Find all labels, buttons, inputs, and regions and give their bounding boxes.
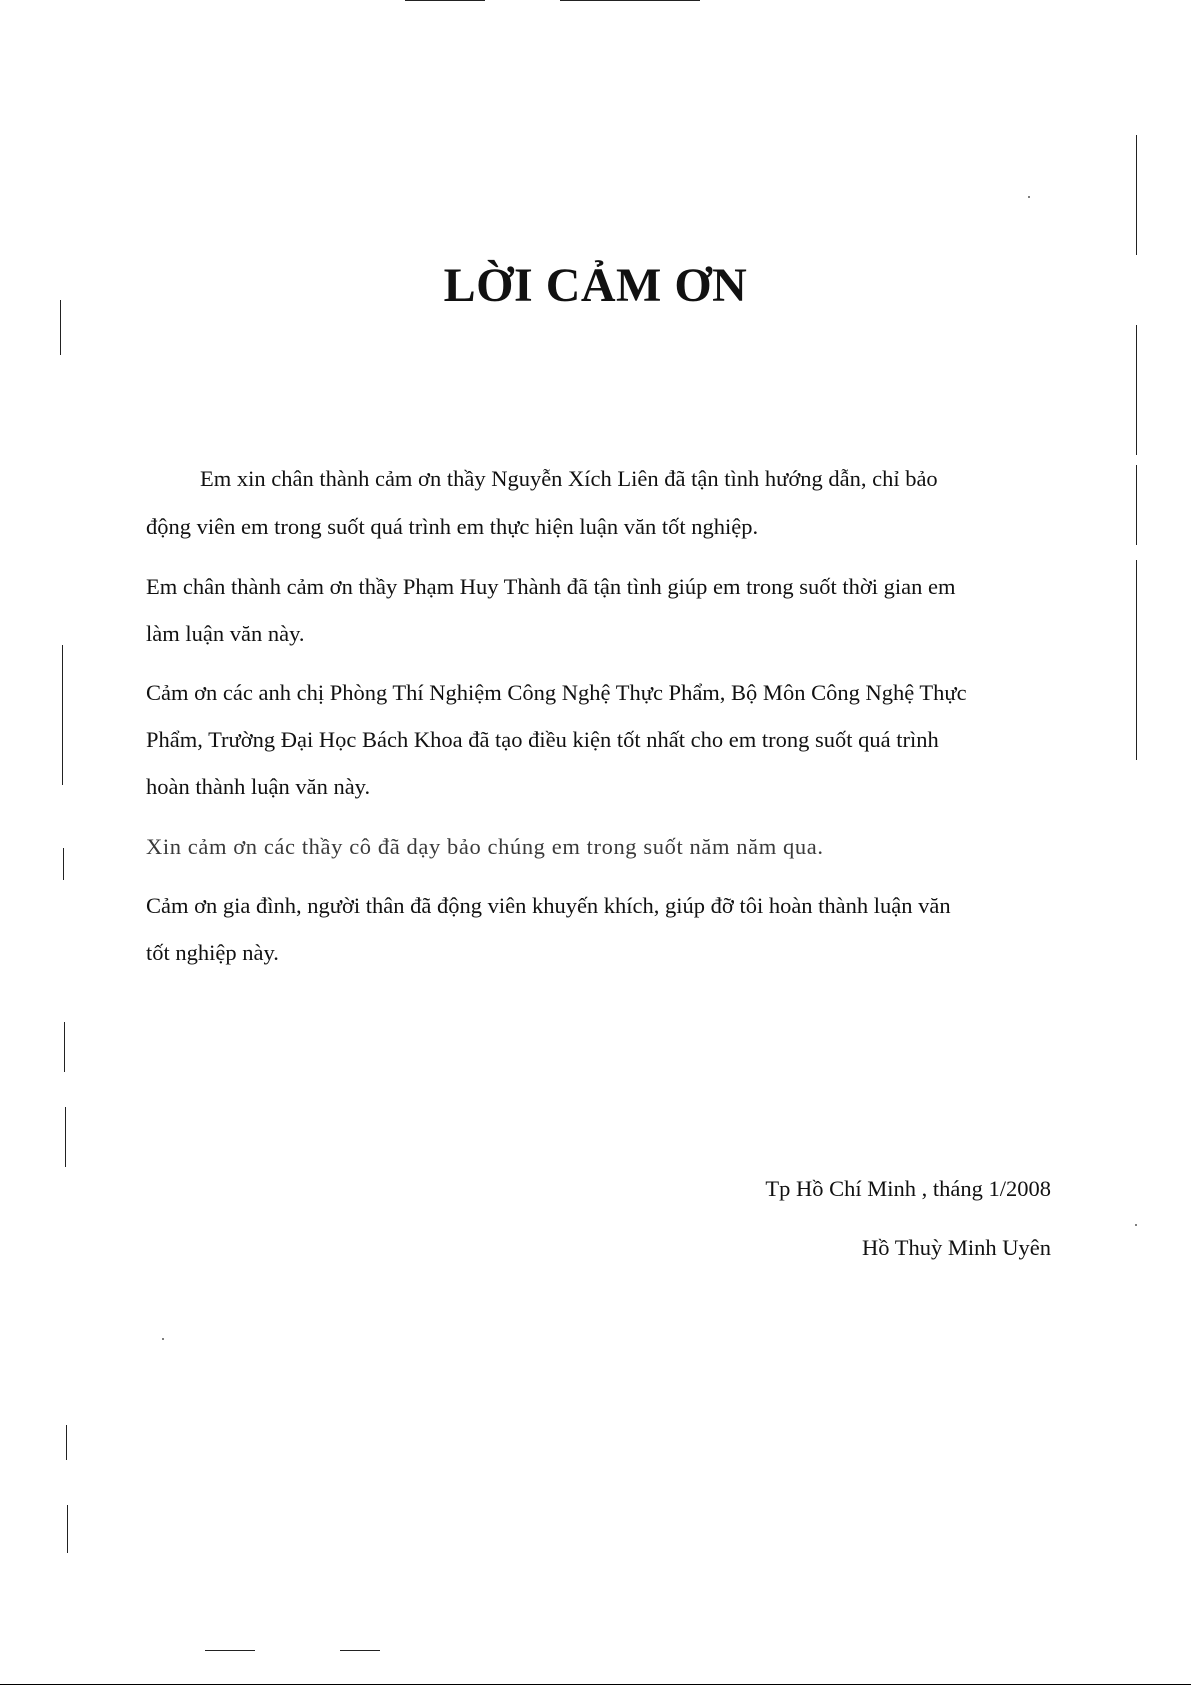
paragraph-line: Em chân thành cảm ơn thầy Phạm Huy Thành đã tận tình giúp em trong suốt thời gian em xyxy=(146,574,956,599)
paragraph-line: Xin cảm ơn các thầy cô đã dạy bảo chúng em trong suốt năm năm qua. xyxy=(146,834,824,859)
scan-speck xyxy=(1028,196,1030,198)
signature-author: Hồ Thuỳ Minh Uyên xyxy=(862,1235,1051,1260)
scan-mark xyxy=(405,0,485,1)
paragraph-line: tốt nghiệp này. xyxy=(146,940,279,965)
scan-speck xyxy=(162,1338,164,1340)
scan-mark xyxy=(1136,465,1137,545)
scan-mark xyxy=(66,1425,67,1460)
scan-mark xyxy=(67,1505,68,1553)
scan-mark xyxy=(1136,135,1137,255)
scan-mark xyxy=(63,848,64,880)
paragraph-line: Cảm ơn gia đình, người thân đã động viên khuyến khích, giúp đỡ tôi hoàn thành luận văn xyxy=(146,893,951,918)
scan-speck xyxy=(1135,1224,1137,1226)
scan-mark xyxy=(340,1650,380,1651)
paragraph-line: làm luận văn này. xyxy=(146,621,305,646)
scan-mark xyxy=(62,645,63,785)
signature-place-date: Tp Hồ Chí Minh , tháng 1/2008 xyxy=(765,1176,1051,1201)
paragraph-line: động viên em trong suốt quá trình em thực hiện luận văn tốt nghiệp. xyxy=(146,514,759,539)
paragraph-line: Em xin chân thành cảm ơn thầy Nguyễn Xích Liên đã tận tình hướng dẫn, chỉ bảo xyxy=(200,466,938,491)
scan-mark xyxy=(205,1650,255,1651)
page-title: LỜI CẢM ƠN xyxy=(443,259,748,312)
scan-mark xyxy=(64,1022,65,1072)
scan-mark xyxy=(65,1107,66,1167)
paragraph-line: Phẩm, Trường Đại Học Bách Khoa đã tạo điều kiện tốt nhất cho em trong suốt quá trình xyxy=(146,727,939,752)
paragraph-line: Cảm ơn các anh chị Phòng Thí Nghiệm Công Nghệ Thực Phẩm, Bộ Môn Công Nghệ Thực xyxy=(146,680,967,705)
scan-mark xyxy=(1136,325,1137,455)
scan-mark xyxy=(1136,560,1137,760)
paragraph-line: hoàn thành luận văn này. xyxy=(146,774,371,799)
scan-mark xyxy=(560,0,700,1)
scan-mark xyxy=(60,300,61,355)
